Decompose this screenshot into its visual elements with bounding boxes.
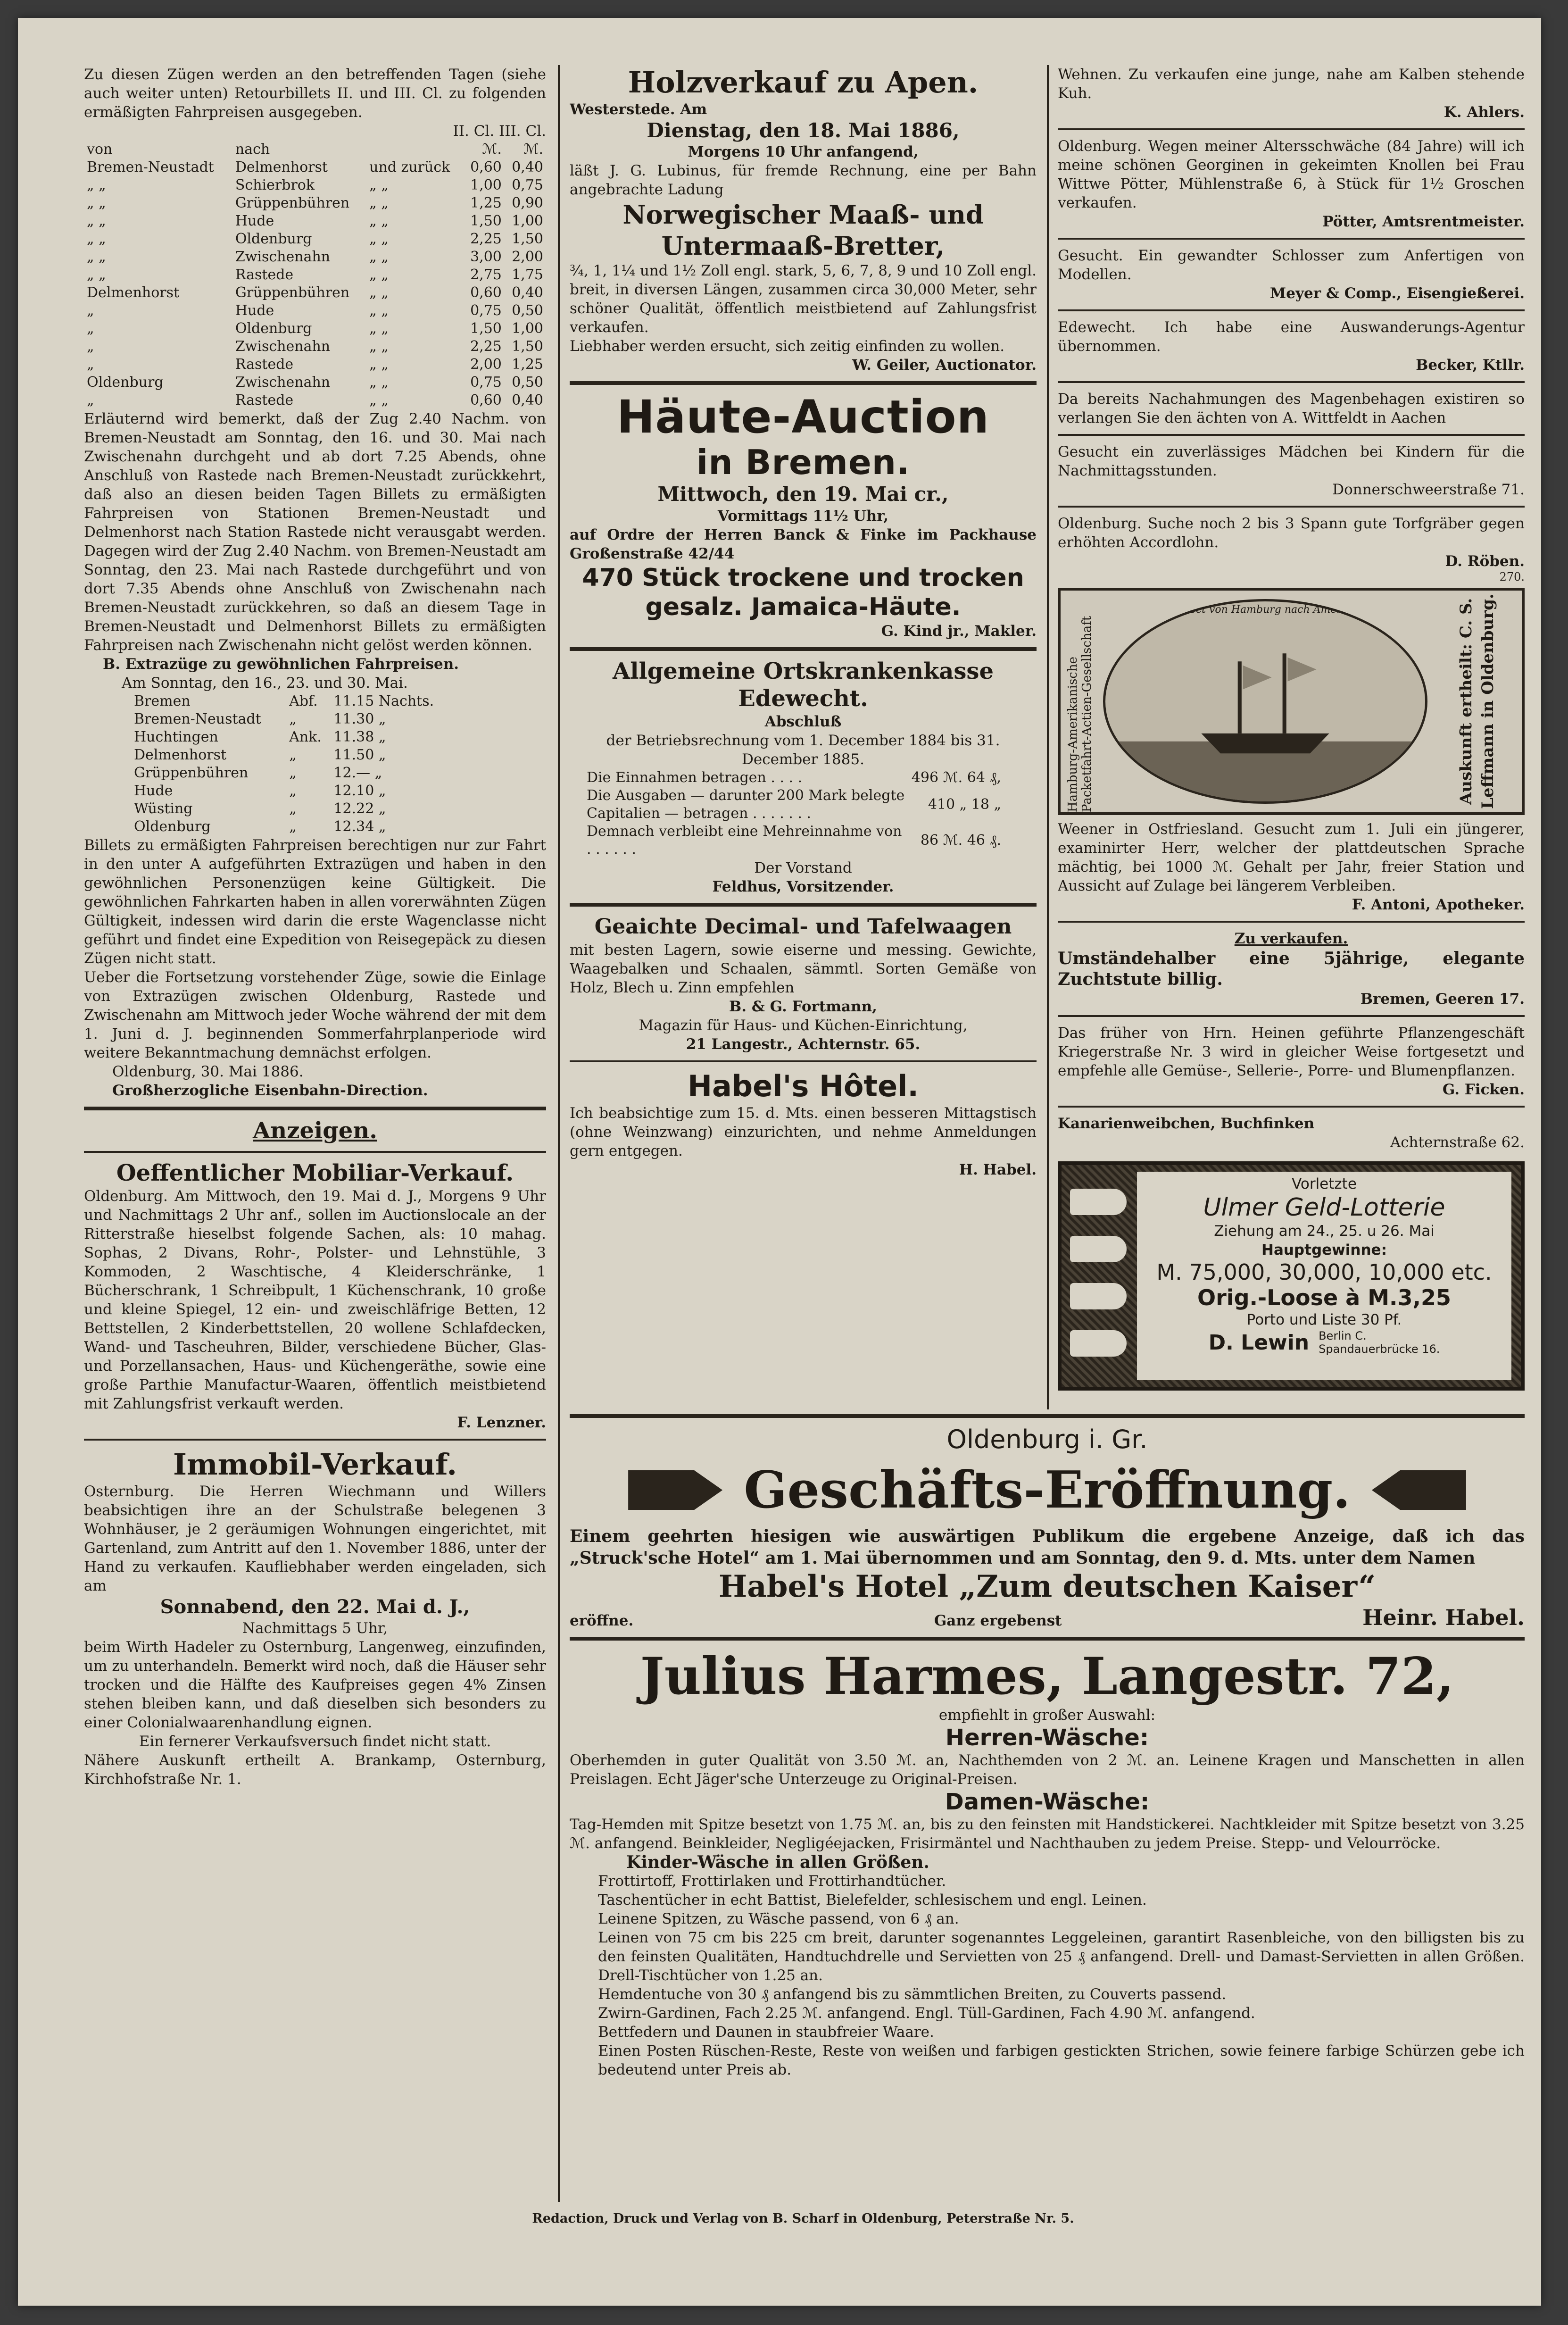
ship-ad-number: 270.	[1499, 570, 1525, 583]
row-to: Rastede	[235, 267, 294, 283]
timetable-row	[84, 266, 546, 284]
ship-advertisement	[1058, 588, 1525, 815]
time: 11.30 „	[333, 711, 386, 727]
timetable-row	[84, 230, 546, 248]
arrival-mode: „	[289, 800, 297, 817]
timetable-row	[84, 356, 546, 374]
arrival-mode: „	[289, 783, 297, 799]
arrival-mode: Abf.	[289, 693, 318, 709]
lottery-city-block	[1319, 1329, 1440, 1356]
timetable-row	[84, 374, 546, 392]
kasse-vorstand: Der Vorstand	[754, 859, 852, 876]
row-price-ii: 0,60	[470, 284, 502, 301]
station: Oldenburg	[134, 818, 211, 835]
harmes-herren: Herren-Wäsche:	[945, 1725, 1149, 1751]
immobil-time: Nachmittags 5 Uhr,	[242, 1620, 388, 1637]
timetable-row	[84, 320, 546, 338]
haeute-title-2: in Bremen.	[696, 442, 910, 482]
row-price-iii: 0,40	[512, 159, 543, 175]
lottery-seller-line	[1144, 1329, 1505, 1356]
harmes-list	[570, 1872, 1525, 2079]
time: 11.50 „	[333, 747, 386, 763]
timetable-row	[84, 284, 546, 302]
column-rule-left	[558, 65, 560, 2202]
row-price-ii: 0,75	[470, 374, 502, 391]
row-to: Delmenhorst	[235, 159, 328, 175]
timetable-intro: Zu diesen Zügen werden an den betreffenden Tagen (siehe auch weiter unten) Retourbillets II. und III. Cl. zu folgenden ermäßigten Fahrpreisen ausgegeben.	[84, 66, 546, 121]
harmes-kinder: Kinder-Wäsche in allen Größen.	[626, 1852, 929, 1872]
kasse-signer: Feldhus, Vorsitzender.	[712, 878, 894, 895]
timetable-date: Oldenburg, 30. Mai 1886.	[112, 1063, 304, 1080]
row-from: „ „	[87, 249, 106, 265]
row-price-ii: 2,00	[470, 356, 502, 373]
row-note: „ „	[369, 356, 389, 373]
row-to: Schierbrok	[235, 177, 315, 193]
row-note: „ „	[369, 284, 389, 301]
sundays-line: Am Sonntag, den 16., 23. und 30. Mai.	[122, 675, 408, 692]
harmes-line: Bettfedern und Daunen in staubfreier Waare.	[598, 2024, 934, 2041]
harmes-line: Leinene Spitzen, zu Wäsche passend, von 6 ₰ an.	[598, 1910, 959, 1927]
mobiliar-title: Oeffentlicher Mobiliar-Verkauf.	[116, 1160, 514, 1186]
hotel-closing	[570, 1605, 1525, 1630]
heinen-signer: G. Ficken.	[1442, 1081, 1525, 1098]
holz-signer: W. Geiler, Auctionator.	[852, 357, 1037, 374]
row-note: „ „	[369, 177, 389, 193]
timetable-header	[84, 141, 546, 158]
harmes-damen-body: Tag-Hemden mit Spitze besetzt von 1.75 ℳ. an, bis zu den feinsten mit Handstickerei. Nachtkleider mit Spitze besetzt von 3.25 ℳ. anfangend. Beinkleider, Negligéejacken, Frisirmäntel und Nachthauben zu jedem Preise. Stepp- und Velourröcke.	[570, 1816, 1525, 1852]
habel-title: Habel's Hôtel.	[688, 1069, 919, 1103]
lottery-address: Spandauerbrücke 16.	[1319, 1342, 1440, 1356]
anzeigen-heading: Anzeigen.	[253, 1117, 377, 1144]
lottery-title: Ulmer Geld-Lotterie	[1203, 1193, 1445, 1222]
haeute-title: Häute-Auction	[617, 391, 989, 443]
currency-b: ℳ.	[523, 141, 543, 158]
extra-trains	[131, 692, 455, 836]
immobil-contact: Nähere Auskunft ertheilt A. Brankamp, Osternburg, Kirchhofstraße Nr. 1.	[84, 1752, 546, 1788]
kasse-abschluss: Abschluß	[764, 713, 842, 730]
col-nach: nach	[235, 141, 270, 158]
newspaper-page	[18, 18, 1541, 2306]
extra-train-row	[131, 710, 455, 728]
haeute-order: auf Ordre der Herren Banck & Finke im Packhause Großenstraße 42/44	[570, 526, 1037, 562]
magen-body: Da bereits Nachahmungen des Magenbehagen existiren so verlangen Sie den ächten von A. Wittfeldt in Aachen	[1058, 391, 1525, 426]
harmes-damen: Damen-Wäsche:	[945, 1789, 1150, 1815]
hotel-name: Habel's Hotel „Zum deutschen Kaiser“	[718, 1569, 1376, 1604]
row-to: Grüppenbühren	[235, 195, 350, 211]
row-note: „ „	[369, 195, 389, 211]
row-price-ii: 0,60	[470, 392, 502, 408]
haeute-goods: 470 Stück trockene und trocken gesalz. Jamaica-Häute.	[582, 564, 1024, 621]
stute-body: Umständehalber eine 5jährige, elegante Zuchtstute billig.	[1058, 949, 1525, 989]
row-to: Oldenburg	[235, 231, 312, 247]
holz-goods: Norwegischer Maaß- und Untermaaß-Bretter,	[622, 200, 984, 261]
stute-address: Bremen, Geeren 17.	[1360, 991, 1525, 1008]
harmes-line: Einen Posten Rüschen-Reste, Reste von weißen und farbigen gestickten Strichen, sowie feinere farbige Schürzen gebe ich bedeutend unter Preis ab.	[598, 2042, 1525, 2078]
row-price-iii: 0,50	[512, 302, 543, 319]
row-price-iii: 1,50	[512, 231, 543, 247]
agentur-body: Edewecht. Ich habe eine Auswanderungs-Agentur übernommen.	[1058, 319, 1525, 355]
georginen-signer: Pötter, Amtsrentmeister.	[1322, 213, 1525, 230]
row-to: Rastede	[235, 392, 294, 408]
harmes-title: Julius Harmes, Langestr. 72,	[640, 1647, 1454, 1706]
row-price-ii: 1,50	[470, 320, 502, 337]
row-price-iii: 0,40	[512, 392, 543, 408]
row-price-iii: 2,00	[512, 249, 543, 265]
arrow-left-icon	[1372, 1470, 1466, 1510]
waagen-firm: B. & G. Fortmann,	[729, 998, 877, 1015]
time: 11.15 Nachts.	[333, 693, 434, 709]
waagen-address: 21 Langestr., Achternstr. 65.	[686, 1036, 921, 1053]
row-to: Zwischenahn	[235, 249, 331, 265]
arrow-right-icon	[628, 1470, 722, 1510]
row-note: „ „	[369, 213, 389, 229]
row-from: „	[87, 392, 94, 408]
time: 12.34 „	[333, 818, 386, 835]
lottery-prizes-label: Hauptgewinne:	[1261, 1242, 1387, 1258]
timetable-row	[84, 176, 546, 194]
row-note: und zurück	[369, 159, 450, 175]
row-price-iii: 1,00	[512, 213, 543, 229]
ship-agent: Auskunft ertheilt: C. S. Leffmann in Oldenburg.	[1457, 593, 1497, 809]
row-from: „ „	[87, 267, 106, 283]
extra-train-row	[131, 782, 455, 800]
maedchen-address: Donnerschweerstraße 71.	[1332, 481, 1525, 498]
row-note: „ „	[369, 267, 389, 283]
timetable	[84, 141, 546, 409]
harmes-line: Zwirn-Gardinen, Fach 2.25 ℳ. anfangend. Engl. Tüll-Gardinen, Fach 4.90 ℳ. anfangend.	[598, 2005, 1255, 2022]
harmes-line: Taschentücher in echt Battist, Bielefelder, schlesischem und engl. Leinen.	[598, 1892, 1147, 1908]
extra-train-row	[131, 746, 455, 764]
harmes-sub: empfiehlt in großer Auswahl:	[938, 1707, 1156, 1724]
ship-company-name: Hamburg-Amerikanische Packetfahrt-Actien-Gesellschaft	[1066, 616, 1094, 812]
row-note: „ „	[369, 231, 389, 247]
torf-signer: D. Röben.	[1445, 553, 1525, 570]
holz-date: Dienstag, den 18. Mai 1886,	[647, 119, 960, 142]
station: Bremen-Neustadt	[134, 711, 261, 727]
hotel-eroeffne: eröffne.	[570, 1612, 634, 1629]
lottery-text	[1137, 1172, 1511, 1380]
currency-a: ℳ.	[482, 141, 502, 158]
row-from: Delmenhorst	[87, 284, 180, 301]
holz-body: läßt J. G. Lubinus, für fremde Rechnung, eine per Bahn angebrachte Ladung	[570, 162, 1037, 198]
lottery-pre: Vorletzte	[1292, 1175, 1357, 1192]
station: Grüppenbühren	[134, 765, 249, 781]
timetable-row	[84, 158, 546, 176]
row-to: Zwischenahn	[235, 374, 331, 391]
col-von: von	[87, 141, 113, 158]
row-from: „	[87, 356, 94, 373]
time: 12.10 „	[333, 783, 386, 799]
lottery-seller: D. Lewin	[1208, 1330, 1310, 1355]
immobil-title: Immobil-Verkauf.	[173, 1447, 457, 1482]
kanarien-body: Kanarienweibchen, Buchfinken	[1058, 1115, 1315, 1132]
ship-oval-caption: Direct von Hamburg nach Amerika	[1173, 604, 1358, 616]
haeute-date: Mittwoch, den 19. Mai cr.,	[657, 483, 949, 506]
column-rule-right	[1047, 65, 1049, 1409]
row-note: „ „	[369, 320, 389, 337]
timetable-row	[84, 338, 546, 356]
station: Huchtingen	[134, 729, 218, 745]
row-from: „ „	[87, 213, 106, 229]
extra-train-row	[131, 800, 455, 818]
row-price-iii: 0,90	[512, 195, 543, 211]
timetable-para-1: Erläuternd wird bemerkt, daß der Zug 2.40 Nachm. von Bremen-Neustadt am Sonntag, den 16. und 30. Mai nach Zwischenahn durchgeht und ab dort 7.25 Abends, ohne Anschluß von Rastede nach Bremen-Neustadt zurückkehrt, daß also an diesen beiden Tagen Billets zu ermäßigten Fahrpreisen von Stationen Bremen-Neustadt und Delmenhorst nach Station Rastede nicht verausgabt werden. Dagegen wird der Zug 2.40 Nachm. von Bremen-Neustadt am Sonntag, den 23. Mai nach Rastede durchgeführt und von dort 7.35 Abends ohne Anschluß von Zwischenahn nach Bremen-Neustadt zurückkehren, so daß an diesem Tage in Bremen-Neustadt und Delmenhorst Billets zu ermäßigten Fahrpreisen nach Zwischenahn nicht gelöst werden können.	[84, 410, 546, 654]
harmes-line: Hemdentuche von 30 ₰ anfangend bis zu sämmtlichen Breiten, zu Couverts passend.	[598, 1986, 1227, 2003]
timetable-row	[84, 302, 546, 320]
immobil-date: Sonnabend, den 22. Mai d. J.,	[160, 1596, 470, 1618]
row-to: Zwischenahn	[235, 338, 331, 355]
row-note: „ „	[369, 338, 389, 355]
row-from: Bremen-Neustadt	[87, 159, 214, 175]
immobil-body: Osternburg. Die Herren Wiechmann und Willers beabsichtigen ihre an der Schulstraße belegenen 3 Wohnhäuser, je 2 geräumigen Wohnungen eingerichtet, mit Gartenland, zum Antritt auf den 1. November 1886, unter der Hand zu verkaufen. Kaufliebhaber werden eingeladen, sich am	[84, 1483, 546, 1594]
row-price-iii: 1,00	[512, 320, 543, 337]
row-price-iii: 1,25	[512, 356, 543, 373]
station: Wüsting	[134, 800, 193, 817]
row-to: Hude	[235, 302, 274, 319]
pointing-hand-icon	[1070, 1330, 1127, 1357]
row-from: „ „	[87, 195, 106, 211]
kasse-label: Die Ausgaben — darunter 200 Mark belegte Capitalien — betragen . . . . . . .	[587, 787, 905, 822]
kasse-table	[584, 769, 1004, 858]
hotel-title: Geschäfts-Eröffnung.	[744, 1460, 1351, 1520]
station: Hude	[134, 783, 173, 799]
apotheke-signer: F. Antoni, Apotheker.	[1352, 896, 1525, 913]
haeute-signer: G. Kind jr., Makler.	[881, 623, 1037, 640]
torf-body: Oldenburg. Suche noch 2 bis 3 Spann gute Torfgräber gegen erhöhten Accordlohn.	[1058, 515, 1525, 551]
row-to: Hude	[235, 213, 274, 229]
extra-train-row	[131, 764, 455, 782]
row-from: „	[87, 302, 94, 319]
pointing-hand-icon	[1070, 1236, 1127, 1262]
hotel-body: Einem geehrten hiesigen wie auswärtigen Publikum die ergebene Anzeige, daß ich das „Struck'sche Hotel“ am 1. Mai übernommen und am Sonntag, den 9. d. Mts. unter dem Namen	[570, 1526, 1525, 1568]
mobiliar-body: Oldenburg. Am Mittwoch, den 19. Mai d. J., Morgens 9 Uhr und Nachmittags 2 Uhr anf., sollen im Auctionslocale an der Ritterstraße hieselbst folgende Sachen, als: 10 mahag. Sophas, 2 Divans, Rohr-, Polster- und Lehnstühle, 3 Kommoden, 2 Waschtische, 4 Kleiderschränke, 1 Bücherschrank, 1 Schreibpult, 1 Küchenschrank, 10 große und kleine Spiegel, 12 ein- und zweischläfrige Betten, 12 Bettstellen, 2 Kinderbettstellen, 20 wollene Schlafdecken, Wand- und Tascheuhren, Bilder, verschiedene Bücher, Glas- und Porzellansachen, Haus- und Küchengeräthe, sowie eine große Parthie Manufactur-Waaren, öffentlich meistbietend mit Zahlungsfrist verkauft werden.	[84, 1188, 546, 1412]
kasse-label: Die Einnahmen betragen . . . .	[587, 769, 803, 786]
row-price-iii: 1,75	[512, 267, 543, 283]
maedchen-body: Gesucht ein zuverlässiges Mädchen bei Kindern für die Nachmittagsstunden.	[1058, 443, 1525, 479]
station: Bremen	[134, 693, 191, 709]
row-price-ii: 2,25	[470, 338, 502, 355]
lottery-advertisement	[1058, 1161, 1525, 1391]
row-note: „ „	[369, 302, 389, 319]
time: 12.22 „	[333, 800, 386, 817]
wehnen-body: Wehnen. Zu verkaufen eine junge, nahe am Kalben stehende Kuh.	[1058, 66, 1525, 102]
immobil-note: Ein fernerer Verkaufsversuch findet nicht statt.	[139, 1733, 491, 1750]
arrival-mode: „	[289, 747, 297, 763]
kasse-row	[584, 769, 1004, 787]
row-price-ii: 1,50	[470, 213, 502, 229]
arrival-mode: „	[289, 711, 297, 727]
apotheke-body: Weener in Ostfriesland. Gesucht zum 1. Juli ein jüngerer, examinirter Herr, welcher der plattdeutschen Sprache mächtig, bei 1000 ℳ. Gehalt per Jahr, freier Station und Aussicht auf Zulage bei längerem Verbleiben.	[1058, 821, 1525, 894]
pointing-hand-icon	[1070, 1283, 1127, 1309]
row-price-iii: 0,50	[512, 374, 543, 391]
arrival-mode: „	[289, 818, 297, 835]
extra-train-row	[131, 728, 455, 746]
column-3	[1058, 65, 1525, 1391]
kasse-row	[584, 823, 1004, 858]
kasse-label: Demnach verbleibt eine Mehreinnahme von . . . . . .	[587, 823, 902, 858]
kasse-value: 86 ℳ. 46 ₰.	[920, 832, 1001, 849]
haeute-time: Vormittags 11½ Uhr,	[717, 508, 889, 525]
extra-train-row	[131, 818, 455, 836]
lottery-prizes: M. 75,000, 30,000, 10,000 etc.	[1156, 1259, 1492, 1285]
kasse-value: 410 „ 18 „	[928, 796, 1001, 813]
arrival-mode: „	[289, 765, 297, 781]
time: 11.38 „	[333, 729, 386, 745]
station: Delmenhorst	[134, 747, 227, 763]
heinen-body: Das früher von Hrn. Heinen geführte Pflanzengeschäft Kriegerstraße Nr. 3 wird in gleicher Weise fortgesetzt und empfehle alle Gemüse-, Sellerie-, Porre- und Blumenpflanzen.	[1058, 1025, 1525, 1079]
hotel-title-line	[570, 1459, 1525, 1521]
row-note: „ „	[369, 392, 389, 408]
habel-body: Ich beabsichtige zum 15. d. Mts. einen besseren Mittagstisch (ohne Weinzwang) einzurichten, und nehme Anmeldungen gern entgegen.	[570, 1105, 1037, 1159]
extra-train-row	[131, 692, 455, 710]
section-b-heading: B. Extrazüge zu gewöhnlichen Fahrpreisen.	[103, 656, 459, 673]
column-2	[570, 65, 1037, 1179]
row-price-ii: 3,00	[470, 249, 502, 265]
timetable-row	[84, 212, 546, 230]
holz-title: Holzverkauf zu Apen.	[628, 65, 979, 100]
row-from: „ „	[87, 177, 106, 193]
timetable-signer: Großherzogliche Eisenbahn-Direction.	[112, 1082, 428, 1099]
row-note: „ „	[369, 374, 389, 391]
row-from: Oldenburg	[87, 374, 164, 391]
habel-signer: H. Habel.	[959, 1161, 1037, 1178]
timetable-row	[84, 194, 546, 212]
timetable-row	[84, 248, 546, 266]
mobiliar-signer: F. Lenzner.	[457, 1414, 546, 1431]
lottery-porto: Porto und Liste 30 Pf.	[1246, 1311, 1402, 1328]
wehnen-signer: K. Ahlers.	[1444, 104, 1525, 121]
timetable-row	[84, 392, 546, 409]
hotel-signer: Heinr. Habel.	[1362, 1605, 1525, 1630]
schlosser-body: Gesucht. Ein gewandter Schlosser zum Anfertigen von Modellen.	[1058, 247, 1525, 283]
lottery-draw: Ziehung am 24., 25. u 26. Mai	[1214, 1223, 1435, 1240]
row-price-ii: 2,25	[470, 231, 502, 247]
row-from: „ „	[87, 231, 106, 247]
waagen-title: Geaichte Decimal- und Tafelwaagen	[594, 915, 1012, 939]
harmes-line: Leinen von 75 cm bis 225 cm breit, darunter sogenanntes Leggeleinen, garantirt Rasenbleiche, von den billigsten bis zu den feinsten Qualitäten, Handtuchdrelle und Servietten von 25 ₰ anfangend. Drell- und Damast-Servietten in allen Größen. Drell-Tischtücher von 1.25 an.	[598, 1929, 1525, 1984]
lottery-city: Berlin C.	[1319, 1329, 1367, 1342]
timetable-para-2: Billets zu ermäßigten Fahrpreisen berechtigen nur zur Fahrt in den unter A aufgeführten Extrazügen und haben in den gewöhnlichen Personenzügen keine Gültigkeit. Die gewöhnlichen Fahrkarten haben in allen vorerwähnten Zügen Gültigkeit, indessen wird darin die erste Wagenclasse nicht geführt und findet eine Expedition von Reisegepäck zu diesen Zügen nicht statt.	[84, 837, 546, 967]
stute-title: Zu verkaufen.	[1234, 930, 1348, 947]
kasse-value: 496 ℳ. 64 ₰,	[911, 769, 1001, 786]
class-header: II. Cl. III. Cl.	[453, 123, 546, 140]
wide-advertisements	[570, 1414, 1525, 2079]
column-1	[84, 65, 546, 1789]
immobil-body-2: beim Wirth Hadeler zu Osternburg, Langenweg, einzufinden, um zu unterhandeln. Bemerkt wird noch, daß die Häuser sehr trocken und die Hälfte des Kaufpreises gegen 4% Zinsen stehen bleiben kann, und daß dieselben sich besonders zu einer Colonialwaarenhandlung eignen.	[84, 1639, 546, 1731]
holz-body-3: Liebhaber werden ersucht, sich zeitig einfinden zu wollen.	[570, 338, 1005, 355]
harmes-line: Frottirtoff, Frottirlaken und Frottirhandtücher.	[598, 1873, 946, 1890]
kasse-period: der Betriebsrechnung vom 1. December 1884 bis 31. December 1885.	[606, 732, 1000, 768]
imprint-footer: Redaction, Druck und Verlag von B. Scharf in Oldenburg, Peterstraße Nr. 5.	[532, 2211, 1074, 2226]
kasse-title: Allgemeine Ortskrankenkasse Edewecht.	[612, 658, 994, 712]
holz-location: Westerstede. Am	[570, 101, 707, 118]
row-from: „	[87, 320, 94, 337]
time: 12.— „	[333, 765, 382, 781]
hotel-city: Oldenburg i. Gr.	[946, 1425, 1148, 1454]
kasse-row	[584, 787, 1004, 823]
waagen-body: mit besten Lagern, sowie eiserne und messing. Gewichte, Waagebalken und Schaalen, sämmtl. Sorten Gemäße von Holz, Blech u. Zinn empfehlen	[570, 942, 1037, 996]
row-price-iii: 0,75	[512, 177, 543, 193]
waagen-desc: Magazin für Haus- und Küchen-Einrichtung,	[639, 1017, 968, 1034]
lottery-price: Orig.-Loose à M.3,25	[1197, 1285, 1451, 1310]
row-price-iii: 1,50	[512, 338, 543, 355]
holz-body-2: ¾, 1, 1¼ und 1½ Zoll engl. stark, 5, 6, 7, 8, 9 und 10 Zoll engl. breit, in diversen Längen, zusammen circa 30,000 Meter, sehr schöner Qualität, öffentlich meistbietend auf Zahlungsfrist verkaufen.	[570, 262, 1037, 336]
holz-time: Morgens 10 Uhr anfangend,	[688, 143, 919, 160]
row-price-ii: 0,75	[470, 302, 502, 319]
row-note: „ „	[369, 249, 389, 265]
arrival-mode: Ank.	[289, 729, 322, 745]
row-price-ii: 2,75	[470, 267, 502, 283]
pointing-hand-icon	[1070, 1189, 1127, 1215]
agentur-signer: Becker, Ktllr.	[1416, 357, 1525, 374]
row-to: Rastede	[235, 356, 294, 373]
kanarien-address: Achternstraße 62.	[1390, 1134, 1525, 1151]
timetable-para-3: Ueber die Fortsetzung vorstehender Züge, sowie die Einlage von Extrazügen zwischen Oldenburg, Rastede und Zwischenahn am Mittwoch jeder Woche während der mit dem 1. Juni d. J. beginnenden Sommerfahrplanperiode wird weitere Bekanntmachung demnächst erfolgen.	[84, 969, 546, 1061]
row-to: Oldenburg	[235, 320, 312, 337]
georginen-body: Oldenburg. Wegen meiner Altersschwäche (84 Jahre) will ich meine schönen Georginen in gekeimten Knollen bei Frau Wittwe Pötter, Mühlenstraße 6, à Stück für 1½ Groschen verkaufen.	[1058, 138, 1525, 211]
hotel-ganz: Ganz ergebenst	[934, 1612, 1062, 1629]
row-from: „	[87, 338, 94, 355]
harmes-herren-body: Oberhemden in guter Qualität von 3.50 ℳ. an, Nachthemden von 2 ℳ. an. Leinene Kragen und Manschetten in allen Preislagen. Echt Jäger'sche Unterzeuge zu Original-Preisen.	[570, 1752, 1525, 1788]
row-price-ii: 0,60	[470, 159, 502, 175]
row-price-iii: 0,40	[512, 284, 543, 301]
row-price-ii: 1,00	[470, 177, 502, 193]
schlosser-signer: Meyer & Comp., Eisengießerei.	[1269, 285, 1525, 302]
row-price-ii: 1,25	[470, 195, 502, 211]
row-to: Grüppenbühren	[235, 284, 350, 301]
